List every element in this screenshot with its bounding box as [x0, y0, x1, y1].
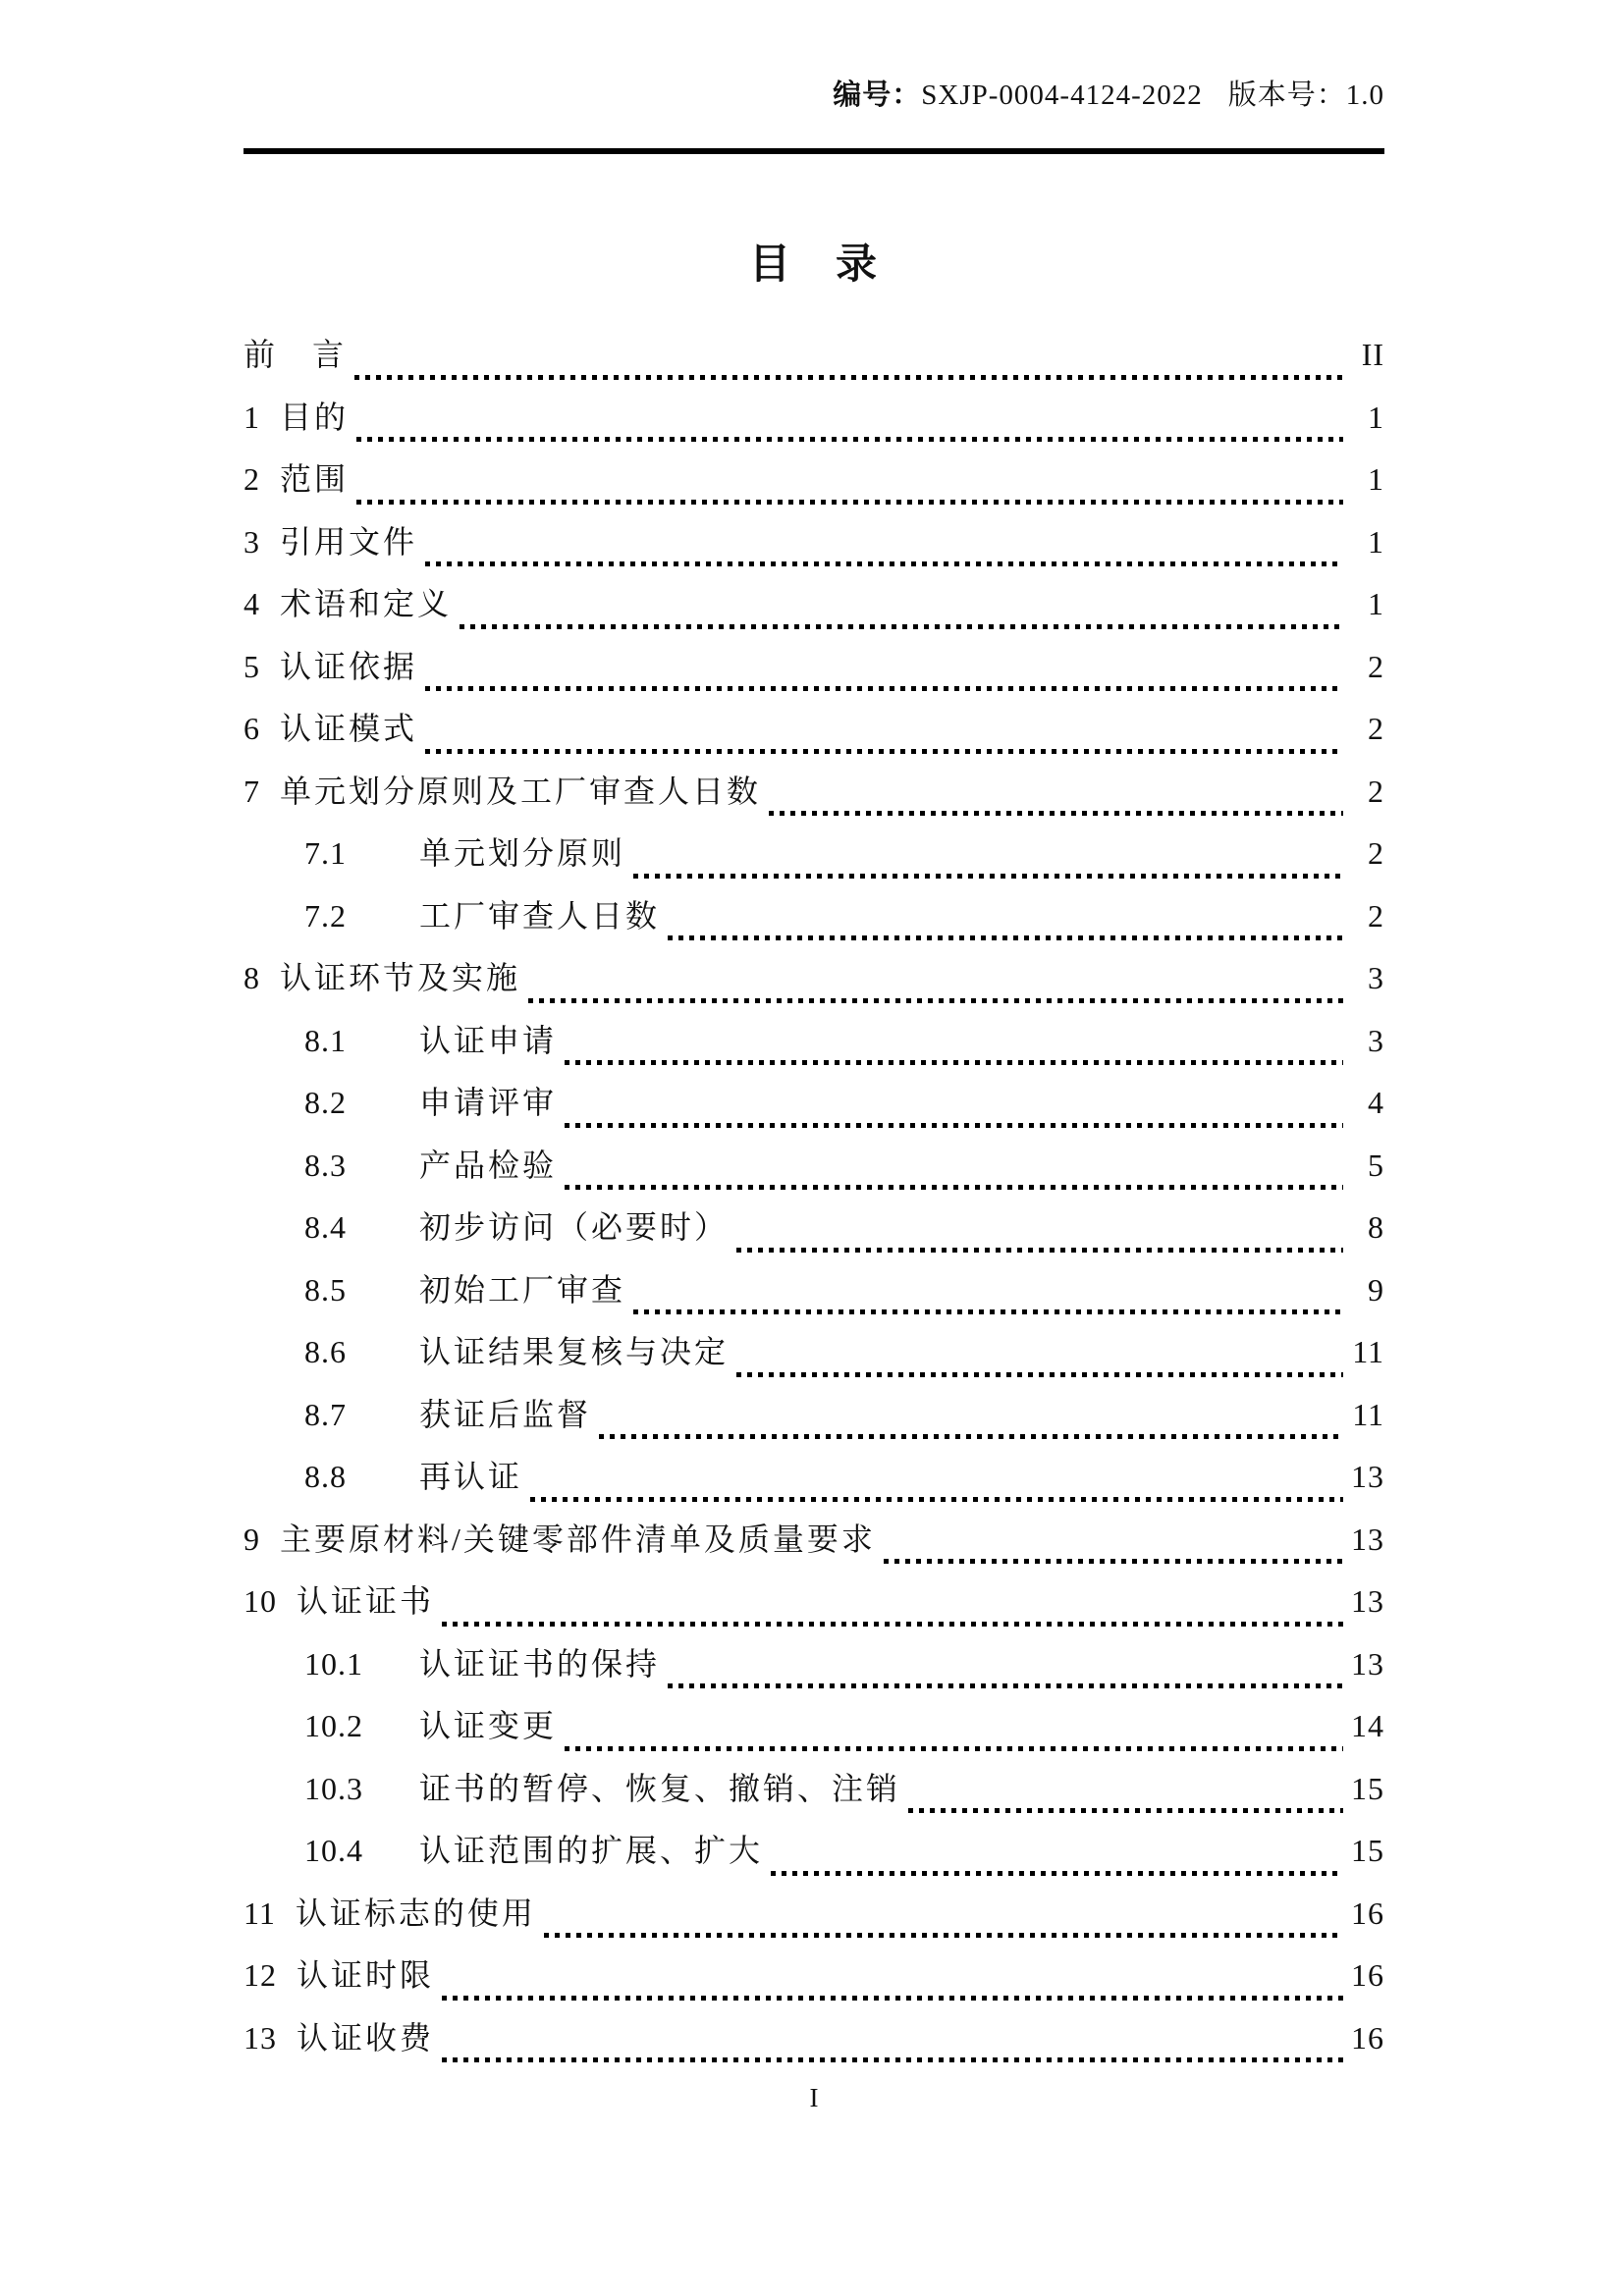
- toc-leader-dots: [354, 375, 1343, 380]
- toc-leader-dots: [460, 624, 1343, 629]
- toc-entry-title: 证书的暂停、恢复、撤销、注销: [419, 1770, 901, 1806]
- toc-entry-number: 10.4: [304, 1833, 363, 1868]
- toc-entry[interactable]: [244, 1202, 1384, 1265]
- toc-entry-page: 2: [1368, 897, 1384, 934]
- toc-entry[interactable]: [244, 1141, 1384, 1203]
- toc-entry-number: 8.6: [304, 1334, 347, 1369]
- toc-entry[interactable]: [244, 454, 1384, 517]
- toc-entry-number: 7.2: [304, 897, 347, 934]
- toc-entry[interactable]: [244, 2013, 1384, 2076]
- toc-entry[interactable]: [244, 704, 1384, 767]
- toc-entry-number: 6: [244, 711, 260, 746]
- toc-leader-dots: [356, 437, 1343, 442]
- toc-entry-page: 1: [1368, 399, 1384, 435]
- toc-entry-page: 3: [1368, 960, 1384, 995]
- toc-leader-dots: [356, 500, 1343, 505]
- toc-leader-dots: [599, 1434, 1343, 1439]
- toc-entry-number: 10.1: [304, 1645, 363, 1682]
- toc-entry-title: 单元划分原则及工厂审查人日数: [280, 773, 762, 809]
- toc-entry-page: 8: [1368, 1209, 1384, 1245]
- toc-entry-title: 认证依据: [280, 648, 418, 684]
- toc-entry[interactable]: [244, 1390, 1384, 1453]
- toc-leader-dots: [884, 1559, 1343, 1564]
- toc-entry-number: 11: [244, 1895, 276, 1931]
- toc-entry-page: 4: [1368, 1085, 1384, 1120]
- toc-entry-title: 认证模式: [280, 711, 418, 746]
- toc-entry-number: 12: [244, 1957, 277, 1993]
- toc-entry-title: 工厂审查人日数: [419, 897, 661, 934]
- toc-entry[interactable]: [244, 579, 1384, 642]
- toc-entry-page: 13: [1351, 1521, 1384, 1557]
- toc-entry-page: 2: [1368, 773, 1384, 809]
- toc-title: 目 录: [748, 242, 879, 288]
- toc-entry-page: 16: [1351, 2019, 1384, 2056]
- toc-entry-number: 8.1: [304, 1022, 347, 1058]
- toc-entry[interactable]: [244, 330, 1384, 393]
- toc-entry-number: 10.2: [304, 1708, 363, 1743]
- toc-entry-number: 9: [244, 1521, 260, 1557]
- toc-leader-dots: [736, 1372, 1343, 1377]
- toc-entry-title: 单元划分原则: [419, 835, 626, 871]
- toc-entry-title: 认证范围的扩展、扩大: [419, 1833, 764, 1868]
- toc-entry-number: 13: [244, 2019, 277, 2056]
- toc-entry-number: 8.7: [304, 1396, 347, 1432]
- toc-entry-number: 8.4: [304, 1209, 347, 1245]
- toc-entry-page: 15: [1351, 1833, 1384, 1868]
- toc-list: [244, 330, 1384, 2075]
- toc-entry-title: 获证后监督: [419, 1396, 592, 1432]
- toc-entry-title: 目的: [280, 399, 350, 435]
- toc-entry[interactable]: [244, 1889, 1384, 1951]
- toc-entry[interactable]: [244, 1452, 1384, 1515]
- toc-entry-title: 认证标志的使用: [295, 1895, 536, 1931]
- doc-code-label: 编号：: [833, 80, 922, 111]
- toc-entry-number: 8.8: [304, 1459, 347, 1494]
- toc-entry[interactable]: [244, 1515, 1384, 1577]
- toc-entry-page: 2: [1368, 835, 1384, 871]
- toc-entry[interactable]: [244, 1576, 1384, 1639]
- toc-entry-number: 1: [244, 399, 260, 435]
- toc-leader-dots: [425, 686, 1343, 691]
- toc-entry[interactable]: [244, 517, 1384, 580]
- toc-leader-dots: [425, 561, 1343, 566]
- toc-entry-number: 10.3: [304, 1770, 363, 1806]
- toc-entry-page: 3: [1368, 1022, 1384, 1058]
- toc-entry-page: 11: [1352, 1396, 1384, 1432]
- toc-leader-dots: [565, 1746, 1343, 1751]
- toc-entry-number: 8.3: [304, 1147, 347, 1183]
- toc-entry-page: 11: [1352, 1334, 1384, 1369]
- toc-entry-title: 引用文件: [280, 523, 418, 560]
- document-header: [244, 73, 1384, 113]
- toc-entry-number: 4: [244, 586, 260, 621]
- toc-entry-title: 认证变更: [419, 1708, 558, 1743]
- toc-leader-dots: [771, 1871, 1343, 1876]
- doc-version-label: 版本号：: [1227, 80, 1346, 111]
- toc-entry-page: II: [1361, 337, 1384, 372]
- toc-entry[interactable]: [244, 828, 1384, 891]
- toc-entry-number: 8.2: [304, 1085, 347, 1120]
- toc-entry-page: 1: [1368, 461, 1384, 497]
- page-number: I: [809, 2083, 819, 2112]
- toc-entry-number: 5: [244, 648, 260, 684]
- toc-entry-title: 术语和定义: [280, 586, 453, 621]
- toc-entry[interactable]: [244, 953, 1384, 1016]
- toc-entry[interactable]: [244, 1826, 1384, 1889]
- toc-entry-number: 7.1: [304, 835, 347, 871]
- toc-leader-dots: [633, 1309, 1343, 1314]
- toc-entry-title: 认证证书的保持: [419, 1645, 661, 1682]
- toc-leader-dots: [565, 1123, 1343, 1128]
- doc-version-value: 1.0: [1345, 80, 1384, 111]
- toc-entry[interactable]: [244, 1950, 1384, 2013]
- toc-leader-dots: [668, 1683, 1343, 1688]
- toc-entry[interactable]: [244, 642, 1384, 705]
- toc-entry[interactable]: [244, 1764, 1384, 1827]
- toc-leader-dots: [769, 811, 1343, 816]
- toc-entry-title: 认证环节及实施: [280, 960, 521, 995]
- toc-entry[interactable]: [244, 767, 1384, 829]
- toc-leader-dots: [530, 1497, 1343, 1502]
- toc-entry-page: 5: [1368, 1147, 1384, 1183]
- toc-entry-page: 15: [1351, 1770, 1384, 1806]
- toc-entry[interactable]: [244, 393, 1384, 455]
- toc-entry-page: 16: [1351, 1957, 1384, 1993]
- toc-leader-dots: [425, 749, 1343, 754]
- toc-entry-title: 认证结果复核与决定: [419, 1334, 730, 1369]
- toc-entry-page: 2: [1368, 648, 1384, 684]
- toc-entry-title: 认证收费: [297, 2019, 435, 2056]
- toc-entry[interactable]: [244, 1265, 1384, 1328]
- toc-entry-title: 再认证: [419, 1459, 523, 1494]
- toc-leader-dots: [528, 998, 1343, 1003]
- toc-leader-dots: [442, 1622, 1343, 1627]
- toc-entry-title: 产品检验: [419, 1147, 558, 1183]
- toc-leader-dots: [544, 1933, 1343, 1938]
- toc-entry-page: 9: [1368, 1271, 1384, 1308]
- toc-entry-title: 初步访问（必要时）: [419, 1209, 730, 1245]
- toc-entry-page: 2: [1368, 711, 1384, 746]
- toc-leader-dots: [565, 1060, 1343, 1065]
- toc-entry-title: 主要原材料/关键零部件清单及质量要求: [280, 1521, 876, 1557]
- toc-entry-number: 8.5: [304, 1271, 347, 1308]
- toc-entry-page: 13: [1351, 1645, 1384, 1682]
- toc-entry[interactable]: [244, 1639, 1384, 1702]
- toc-entry[interactable]: [244, 1701, 1384, 1764]
- toc-entry-title: 范围: [280, 461, 350, 497]
- toc-entry-page: 14: [1351, 1708, 1384, 1743]
- toc-leader-dots: [908, 1808, 1343, 1813]
- toc-entry[interactable]: [244, 1016, 1384, 1079]
- toc-leader-dots: [442, 1996, 1343, 2001]
- toc-entry-title: 申请评审: [419, 1085, 558, 1120]
- toc-entry-page: 13: [1351, 1459, 1384, 1494]
- toc-entry[interactable]: [244, 1327, 1384, 1390]
- toc-entry-page: 1: [1368, 523, 1384, 560]
- toc-entry-title: 前 言: [244, 337, 348, 372]
- toc-entry-number: 10: [244, 1583, 277, 1619]
- toc-entry-title: 初始工厂审查: [419, 1271, 626, 1308]
- toc-entry-number: 7: [244, 773, 260, 809]
- toc-leader-dots: [736, 1248, 1343, 1253]
- toc-entry[interactable]: [244, 891, 1384, 954]
- toc-entry[interactable]: [244, 1078, 1384, 1141]
- toc-leader-dots: [633, 874, 1343, 879]
- toc-leader-dots: [565, 1185, 1343, 1190]
- toc-leader-dots: [668, 935, 1343, 940]
- toc-entry-number: 2: [244, 461, 260, 497]
- toc-entry-title: 认证证书: [297, 1583, 435, 1619]
- toc-entry-page: 1: [1368, 586, 1384, 621]
- toc-entry-title: 认证时限: [297, 1957, 435, 1993]
- header-divider-line: [244, 148, 1384, 154]
- toc-entry-title: 认证申请: [419, 1022, 558, 1058]
- toc-leader-dots: [442, 2057, 1343, 2062]
- toc-entry-number: 3: [244, 523, 260, 560]
- toc-entry-page: 16: [1351, 1895, 1384, 1931]
- doc-code-value: SXJP-0004-4124-2022: [921, 80, 1203, 111]
- toc-entry-page: 13: [1351, 1583, 1384, 1619]
- toc-entry-number: 8: [244, 960, 260, 995]
